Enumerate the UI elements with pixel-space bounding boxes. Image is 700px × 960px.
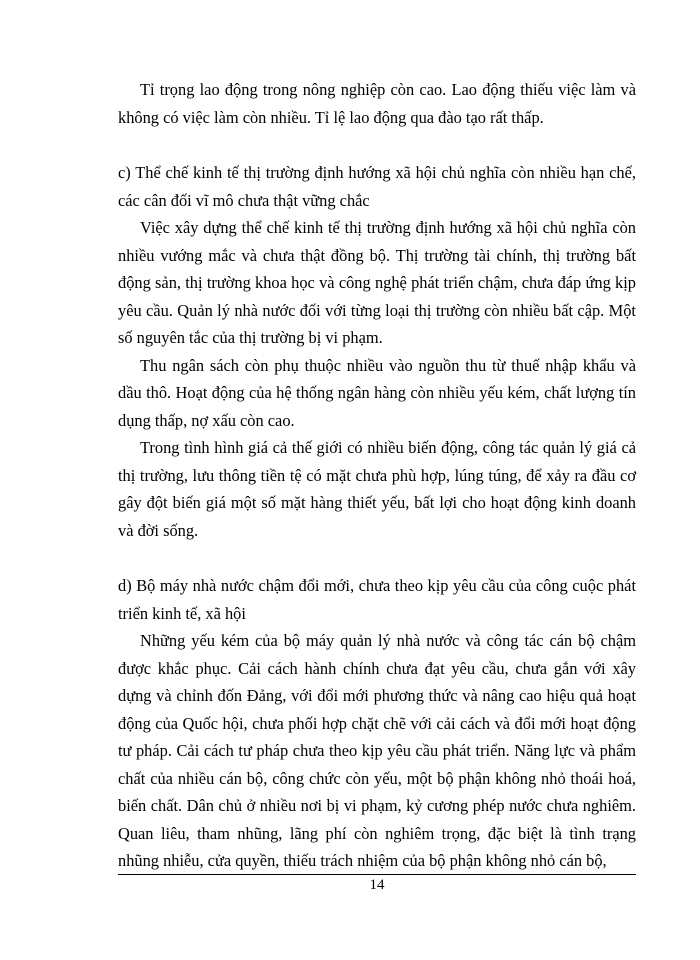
footer-divider [118, 874, 636, 875]
body-paragraph: Những yếu kém của bộ máy quản lý nhà nước và công tác cán bộ chậm được khắc phục. Cải cách hành chính chưa đạt yêu cầu, chưa gắn với xây dựng và chỉnh đốn Đảng, với đổi mới phương thức và nâng cao hiệu quả hoạt động của Quốc hội, chưa phối hợp chặt chẽ với cải cách và đổi mới hoạt động tư pháp. Cải cách tư pháp chưa theo kịp yêu cầu phát triển. Năng lực và phẩm chất của nhiều cán bộ, công chức còn yếu, một bộ phận không nhỏ thoái hoá, biến chất. Dân chủ ở nhiều nơi bị vi phạm, kỷ cương phép nước chưa nghiêm. Quan liêu, tham nhũng, lãng phí còn nghiêm trọng, đặc biệt là tình trạng nhũng nhiễu, cửa quyền, thiếu trách nhiệm của bộ phận không nhỏ cán bộ, [118, 631, 636, 870]
body-paragraph: Tỉ trọng lao động trong nông nghiệp còn cao. Lao động thiếu việc làm và không có việc làm còn nhiều. Tỉ lệ lao động qua đào tạo rất thấp. [118, 80, 636, 127]
body-paragraph: Trong tình hình giá cả thế giới có nhiều biến động, công tác quản lý giá cả thị trường, lưu thông tiền tệ có mặt chưa phù hợp, lúng túng, để xảy ra đầu cơ gây đột biến giá một số mặt hàng thiết yếu, bất lợi cho hoạt động kinh doanh và đời sống. [118, 438, 636, 540]
body-paragraph: Việc xây dựng thể chế kinh tế thị trường định hướng xã hội chủ nghĩa còn nhiều vướng mắc và chưa thật đồng bộ. Thị trường tài chính, thị trường bất động sản, thị trường khoa học và công nghệ phát triển chậm, chưa đáp ứng kịp yêu cầu. Quản lý nhà nước đối với từng loại thị trường còn nhiều bất cập. Một số nguyên tắc của thị trường bị vi phạm. [118, 218, 636, 347]
section-heading-c: c) Thể chế kinh tế thị trường định hướng xã hội chủ nghĩa còn nhiều hạn chế, các cân đối vĩ mô chưa thật vững chắc [118, 163, 636, 210]
section-c-block [118, 159, 636, 544]
paragraph-labor-share [118, 76, 636, 131]
page-number: 14 [369, 877, 385, 893]
body-paragraph: Thu ngân sách còn phụ thuộc nhiều vào nguồn thu từ thuế nhập khẩu và dầu thô. Hoạt động của hệ thống ngân hàng còn nhiều yếu kém, chất lượng tín dụng thấp, nợ xấu còn cao. [118, 355, 636, 430]
section-d-block [118, 572, 636, 875]
section-heading-d: d) Bộ máy nhà nước chậm đổi mới, chưa theo kịp yêu cầu của công cuộc phát triển kinh tế, xã hội [118, 576, 636, 623]
